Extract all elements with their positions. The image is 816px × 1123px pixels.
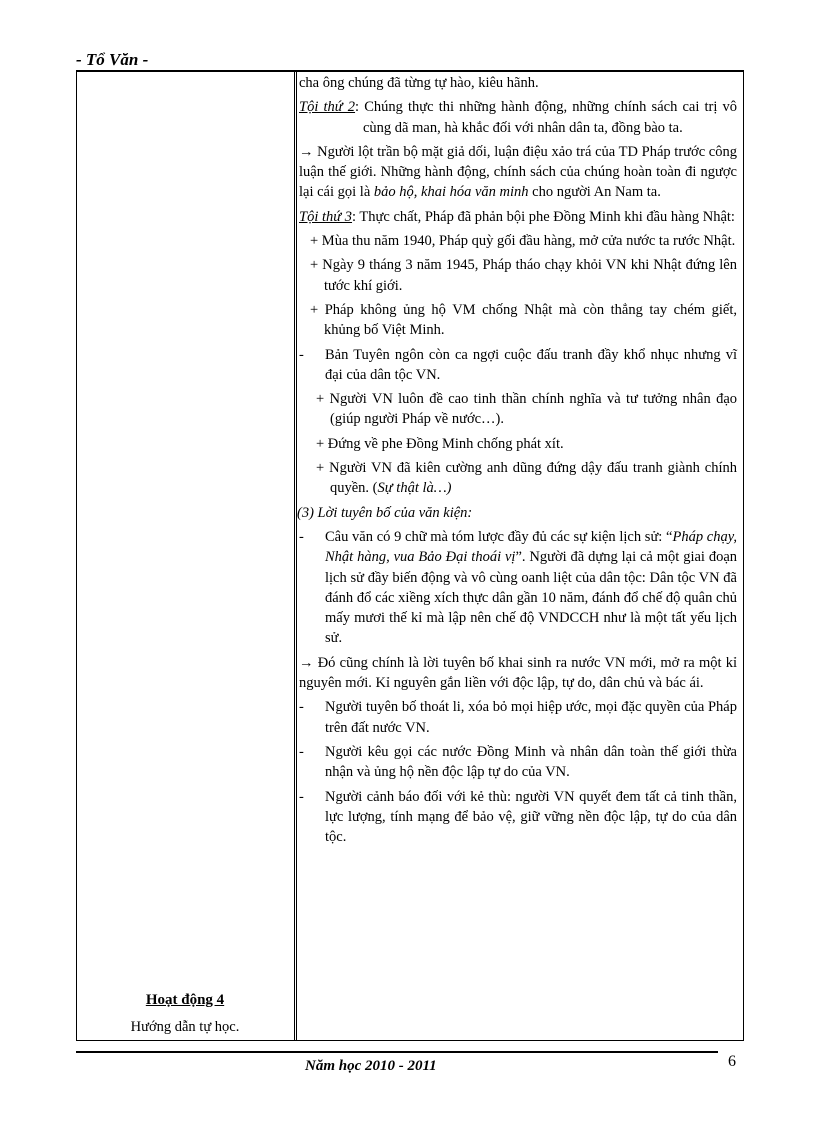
dash-item-4 (299, 742, 737, 783)
footer-school-year: Năm học 2010 - 2011 (305, 1058, 437, 1074)
crime-3-text: : Thực chất, Pháp đã phản bội phe Đồng Minh khi đầu hàng Nhật: (352, 208, 735, 225)
arrow-1-text-b: cho người An Nam ta. (528, 184, 661, 201)
footer-rule (76, 1051, 718, 1053)
dash-item-4-text: Người kêu gọi các nước Đồng Minh và nhân dân toàn thế giới thừa nhận và ủng hộ nền độc lập tự do của VN. (325, 743, 737, 781)
plus-item-a: + Mùa thu năm 1940, Pháp quỳ gối đầu hàng, mở cửa nước ta rước Nhật. (310, 233, 736, 250)
crime-2-text: : Chúng thực thi những hành động, những chính sách cai trị vô cùng dã man, hà khắc đối với nhân dân ta, đồng bào ta. (355, 99, 738, 136)
plus-item-f-emphasis: Sự thật là…) (377, 480, 452, 497)
dash-marker: - (299, 788, 304, 805)
dash-item-5-text: Người cảnh báo đối với kẻ thù: người VN quyết đem tất cả tinh thần, lực lượng, tính mạng để bảo vệ, giữ vững nền độc lập, tự do của dân tộc. (325, 788, 737, 846)
column-divider (294, 72, 297, 1040)
header-title: - Tổ Văn - (76, 50, 149, 69)
activity-subtitle: Hướng dẫn tự học. (130, 1019, 240, 1035)
plus-item-d: + Người VN luôn đề cao tinh thần chính nghĩa và tư tưởng nhân đạo (giúp người Pháp về nước…). (316, 391, 737, 428)
activity-title: Hoạt động 4 (145, 992, 225, 1008)
dash-marker: - (299, 346, 304, 363)
arrow-1-text-a: → Người lột trần bộ mặt giả dối, luận điệu xảo trá của TD Pháp trước công luận thế giới. Những hành động, chính sách của chúng hoàn toàn đi ngược lại cái gọi là (299, 143, 737, 201)
page-number: 6 (728, 1053, 736, 1070)
arrow-paragraph-1 (299, 142, 737, 203)
plus-item-b: + Ngày 9 tháng 3 năm 1945, Pháp tháo chạy khỏi VN khi Nhật đứng lên tước khí giới. (310, 257, 737, 294)
section-3-title: (3) Lời tuyên bố của văn kiện: (297, 504, 473, 521)
crime-2-label: Tội thứ 2 (299, 99, 356, 116)
dash-item-2-text-b: ”. Người đã dựng lại cả một giai đoạn lịch sử đầy biến động và vô cùng oanh liệt của dân tộc: Dân tộc VN đã đánh đổ các xiềng xích thực dân gần 10 năm, đánh đổ chế độ quân chủ mấy mươi thế kỉ mà lập nên chế độ VNDCCH như là một tất yếu lịch sử. (325, 549, 738, 647)
dash-marker: - (299, 528, 304, 545)
dash-item-5 (299, 787, 737, 848)
plus-item-c: + Pháp không ủng hộ VM chống Nhật mà còn thẳng tay chém giết, khủng bố Việt Minh. (310, 301, 737, 339)
dash-item-2-text-a: Câu văn có 9 chữ mà tóm lược đầy đủ các sự kiện lịch sử: “ (325, 528, 673, 545)
dash-item-1-text: Bản Tuyên ngôn còn ca ngợi cuộc đấu tranh đầy khổ nhục nhưng vĩ đại của dân tộc VN. (325, 346, 737, 383)
dash-marker: - (299, 743, 304, 760)
dash-item-3-text: Người tuyên bố thoát li, xóa bỏ mọi hiệp ước, mọi đặc quyền của Pháp trên đất nước VN. (325, 699, 737, 736)
dash-item-2 (299, 527, 737, 649)
dash-item-2-emphasis: Pháp chạy, Nhật hàng, vua Bảo Đại thoái vị (325, 528, 737, 566)
dash-marker: - (299, 699, 304, 716)
arrow-1-emphasis: bảo hộ, khai hóa văn minh (373, 184, 529, 201)
arrow-paragraph-2: → Đó cũng chính là lời tuyên bố khai sinh ra nước VN mới, mở ra một kỉ nguyên mới. Kỉ nguyên gắn liền với độc lập, tự do, dân chủ và bác ái. (299, 654, 737, 692)
paragraph-intro: cha ông chúng đã từng tự hào, kiêu hãnh. (299, 75, 539, 91)
dash-item-3 (299, 697, 737, 738)
crime-3-label: Tội thứ 3 (299, 208, 353, 225)
plus-item-f (299, 458, 737, 499)
lesson-content (299, 73, 737, 851)
crime-3 (299, 207, 737, 227)
dash-item-1 (299, 345, 737, 386)
crime-2 (299, 97, 737, 138)
plus-item-e: + Đứng về phe Đồng Minh chống phát xít. (316, 435, 564, 452)
plus-item-f-text: + Người VN đã kiên cường anh dũng đứng dậy đấu tranh giành chính quyền. ( (316, 460, 737, 497)
